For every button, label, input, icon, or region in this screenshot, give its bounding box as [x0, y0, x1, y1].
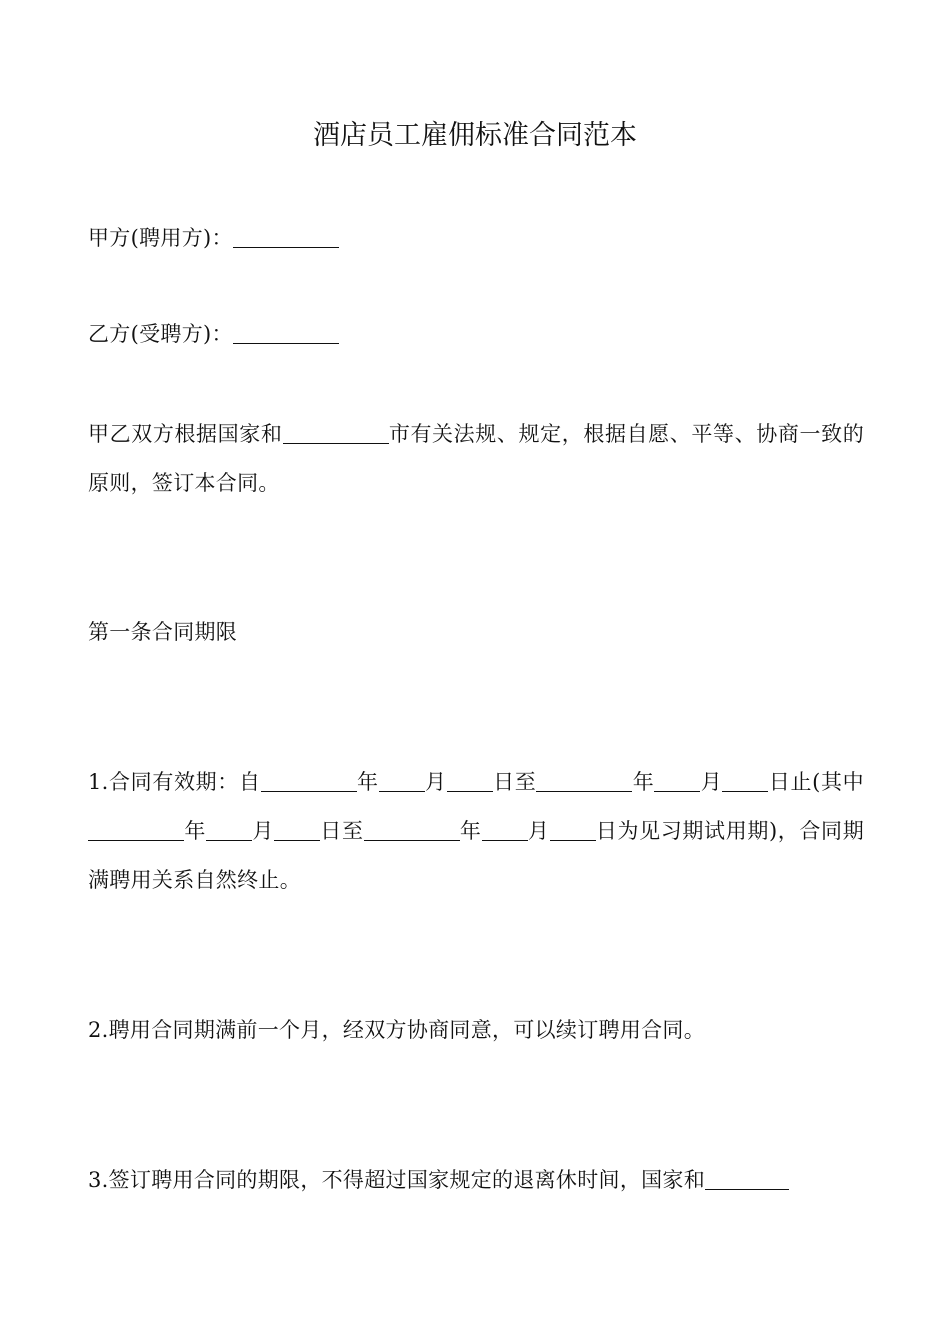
clause-1-end-text: 日为见习期试用期)，合同期满聘用关系自然终止。 — [88, 819, 864, 892]
trial-start-year-blank[interactable] — [88, 819, 184, 841]
year-label: 年 — [632, 770, 655, 794]
trial-end-day-blank[interactable] — [550, 819, 596, 841]
start-day-blank[interactable] — [447, 770, 493, 792]
trial-end-year-blank[interactable] — [364, 819, 460, 841]
end-day-blank[interactable] — [722, 770, 768, 792]
intro-paragraph — [88, 410, 864, 508]
clause-1-text: 1.合同有效期：自 — [88, 770, 261, 794]
party-a-blank[interactable] — [233, 226, 339, 248]
document-title: 酒店员工雇佣标准合同范本 — [313, 120, 637, 151]
end-month-blank[interactable] — [654, 770, 700, 792]
month-label: 月 — [700, 770, 723, 794]
party-b-blank[interactable] — [233, 322, 339, 344]
year-label: 年 — [356, 770, 379, 794]
party-b-label: 乙方(受聘方)： — [88, 322, 233, 346]
start-year-blank[interactable] — [261, 770, 357, 792]
party-a-label: 甲方(聘用方)： — [88, 226, 233, 250]
month-label: 月 — [424, 770, 447, 794]
year-label: 年 — [459, 819, 482, 843]
clause-1-paragraph — [88, 758, 864, 905]
clause-2-paragraph: 2.聘用合同期满前一个月，经双方协商同意，可以续订聘用合同。 — [88, 1018, 706, 1042]
trial-start-day-blank[interactable] — [274, 819, 320, 841]
day-end-label: 日止(其中 — [768, 770, 864, 794]
party-b-line — [88, 310, 864, 359]
clause-3-text: 3.签订聘用合同的期限，不得超过国家规定的退离休时间，国家和 — [88, 1168, 706, 1192]
day-to-label: 日至 — [319, 819, 364, 843]
trial-end-month-blank[interactable] — [482, 819, 528, 841]
month-label: 月 — [251, 819, 274, 843]
intro-text-1: 甲乙双方根据国家和 — [88, 422, 283, 446]
end-year-blank[interactable] — [536, 770, 632, 792]
intro-text-2: 市有关法规、规定，根据自愿、平等、协商一致的原则，签订本合同。 — [88, 422, 864, 495]
clause-3-paragraph — [88, 1156, 864, 1205]
party-a-line — [88, 214, 864, 263]
year-label: 年 — [184, 819, 206, 843]
trial-start-month-blank[interactable] — [206, 819, 252, 841]
clause-3-blank[interactable] — [705, 1168, 789, 1190]
day-to-label: 日至 — [492, 770, 537, 794]
start-month-blank[interactable] — [379, 770, 425, 792]
article-1-heading: 第一条合同期限 — [88, 620, 238, 644]
city-blank[interactable] — [283, 422, 389, 444]
month-label: 月 — [527, 819, 550, 843]
